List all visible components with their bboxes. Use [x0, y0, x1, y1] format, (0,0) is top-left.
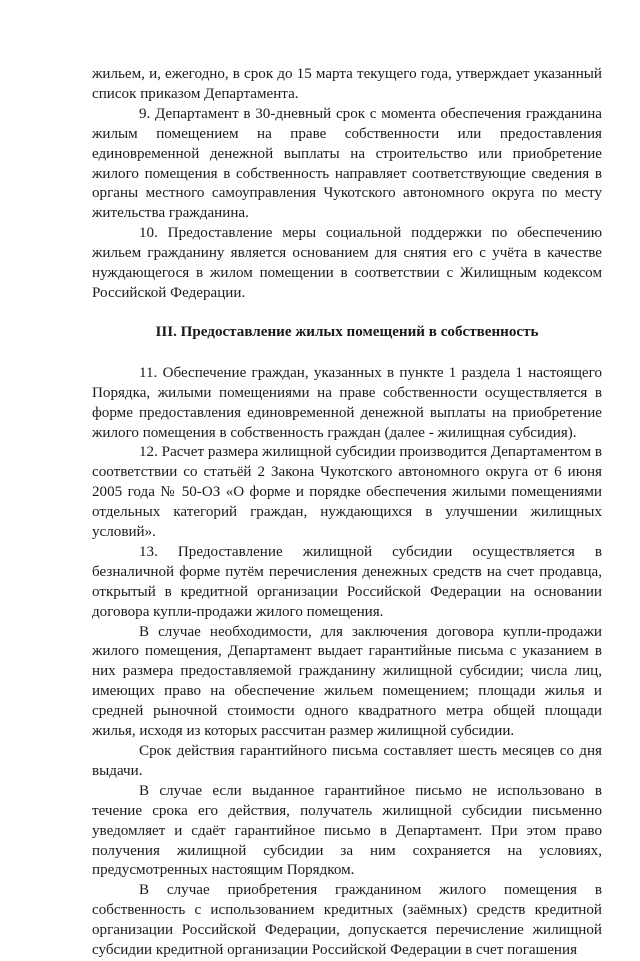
paragraph-unused-letter: В случае если выданное гарантийное письмо не использовано в течение срока его действия, получатель жилищной субсидии письменно уведомляет и сдаёт гарантийное письмо в Департамент. При этом право получения жилищной субсидии за ним сохраняется на условиях, предусмотренных настоящим Порядком.	[92, 782, 602, 879]
paragraph-guarantee-letters: В случае необходимости, для заключения договора купли-продажи жилого помещения, Департамент выдает гарантийные письма с указанием в них размера предоставляемой гражданину жилищной субсидии; числа лиц, имеющих право на обеспечение жильем помещением; площади жилья и средней рыночной стоимости одного квадратного метра общей площади жилья, исходя из которых рассчитан размер жилищной субсидии.	[92, 623, 602, 740]
paragraph-13: 13. Предоставление жилищной субсидии осуществляется в безналичной форме путём перечисления денежных средств на счет продавца, открытый в кредитной организации Российской Федерации на основании договора купли-продажи жилого помещения.	[92, 543, 602, 620]
document-page	[92, 65, 602, 961]
paragraph-10: 10. Предоставление меры социальной поддержки по обеспечению жильем гражданину является основанием для снятия его с учёта в качестве нуждающегося в жилом помещении в соответствии с Жилищным кодексом Российской Федерации.	[92, 225, 602, 301]
paragraph-12: 12. Расчет размера жилищной субсидии производится Департаментом в соответствии со статьёй 2 Закона Чукотского автономного округа от 6 июня 2005 года № 50-ОЗ «О форме и порядке обеспечения жилыми помещениями отдельных категорий граждан, нуждающихся в улучшении жилищных условий».	[92, 444, 602, 541]
paragraph-9: 9. Департамент в 30-дневный срок с момента обеспечения гражданина жилым помещением на праве собственности или предоставления единовременной денежной выплаты на строительство или приобретение жилого помещения в собственность направляет соответствующие сведения в органы местного самоуправления Чукотского автономного округа по месту жительства гражданина.	[92, 105, 602, 222]
section-heading: III. Предоставление жилых помещений в собственность	[155, 323, 539, 340]
paragraph-letter-validity: Срок действия гарантийного письма составляет шесть месяцев со дня выдачи.	[92, 743, 602, 779]
paragraph-11: 11. Обеспечение граждан, указанных в пункте 1 раздела 1 настоящего Порядка, жилыми помещениями на праве собственности осуществляется в форме предоставления единовременной денежной выплаты на приобретение жилого помещения в собственность граждан (далее - жилищная субсидия).	[92, 364, 602, 441]
paragraph-continuation: жильем, и, ежегодно, в срок до 15 марта текущего года, утверждает указанный список приказом Департамента.	[92, 66, 602, 102]
paragraph-credit-purchase: В случае приобретения гражданином жилого помещения в собственность с использованием кредитных (заёмных) средств кредитной организации Российской Федерации, допускается перечисление жилищной субсидии кредитной организации Российской Федерации в счет погашения	[92, 882, 602, 959]
